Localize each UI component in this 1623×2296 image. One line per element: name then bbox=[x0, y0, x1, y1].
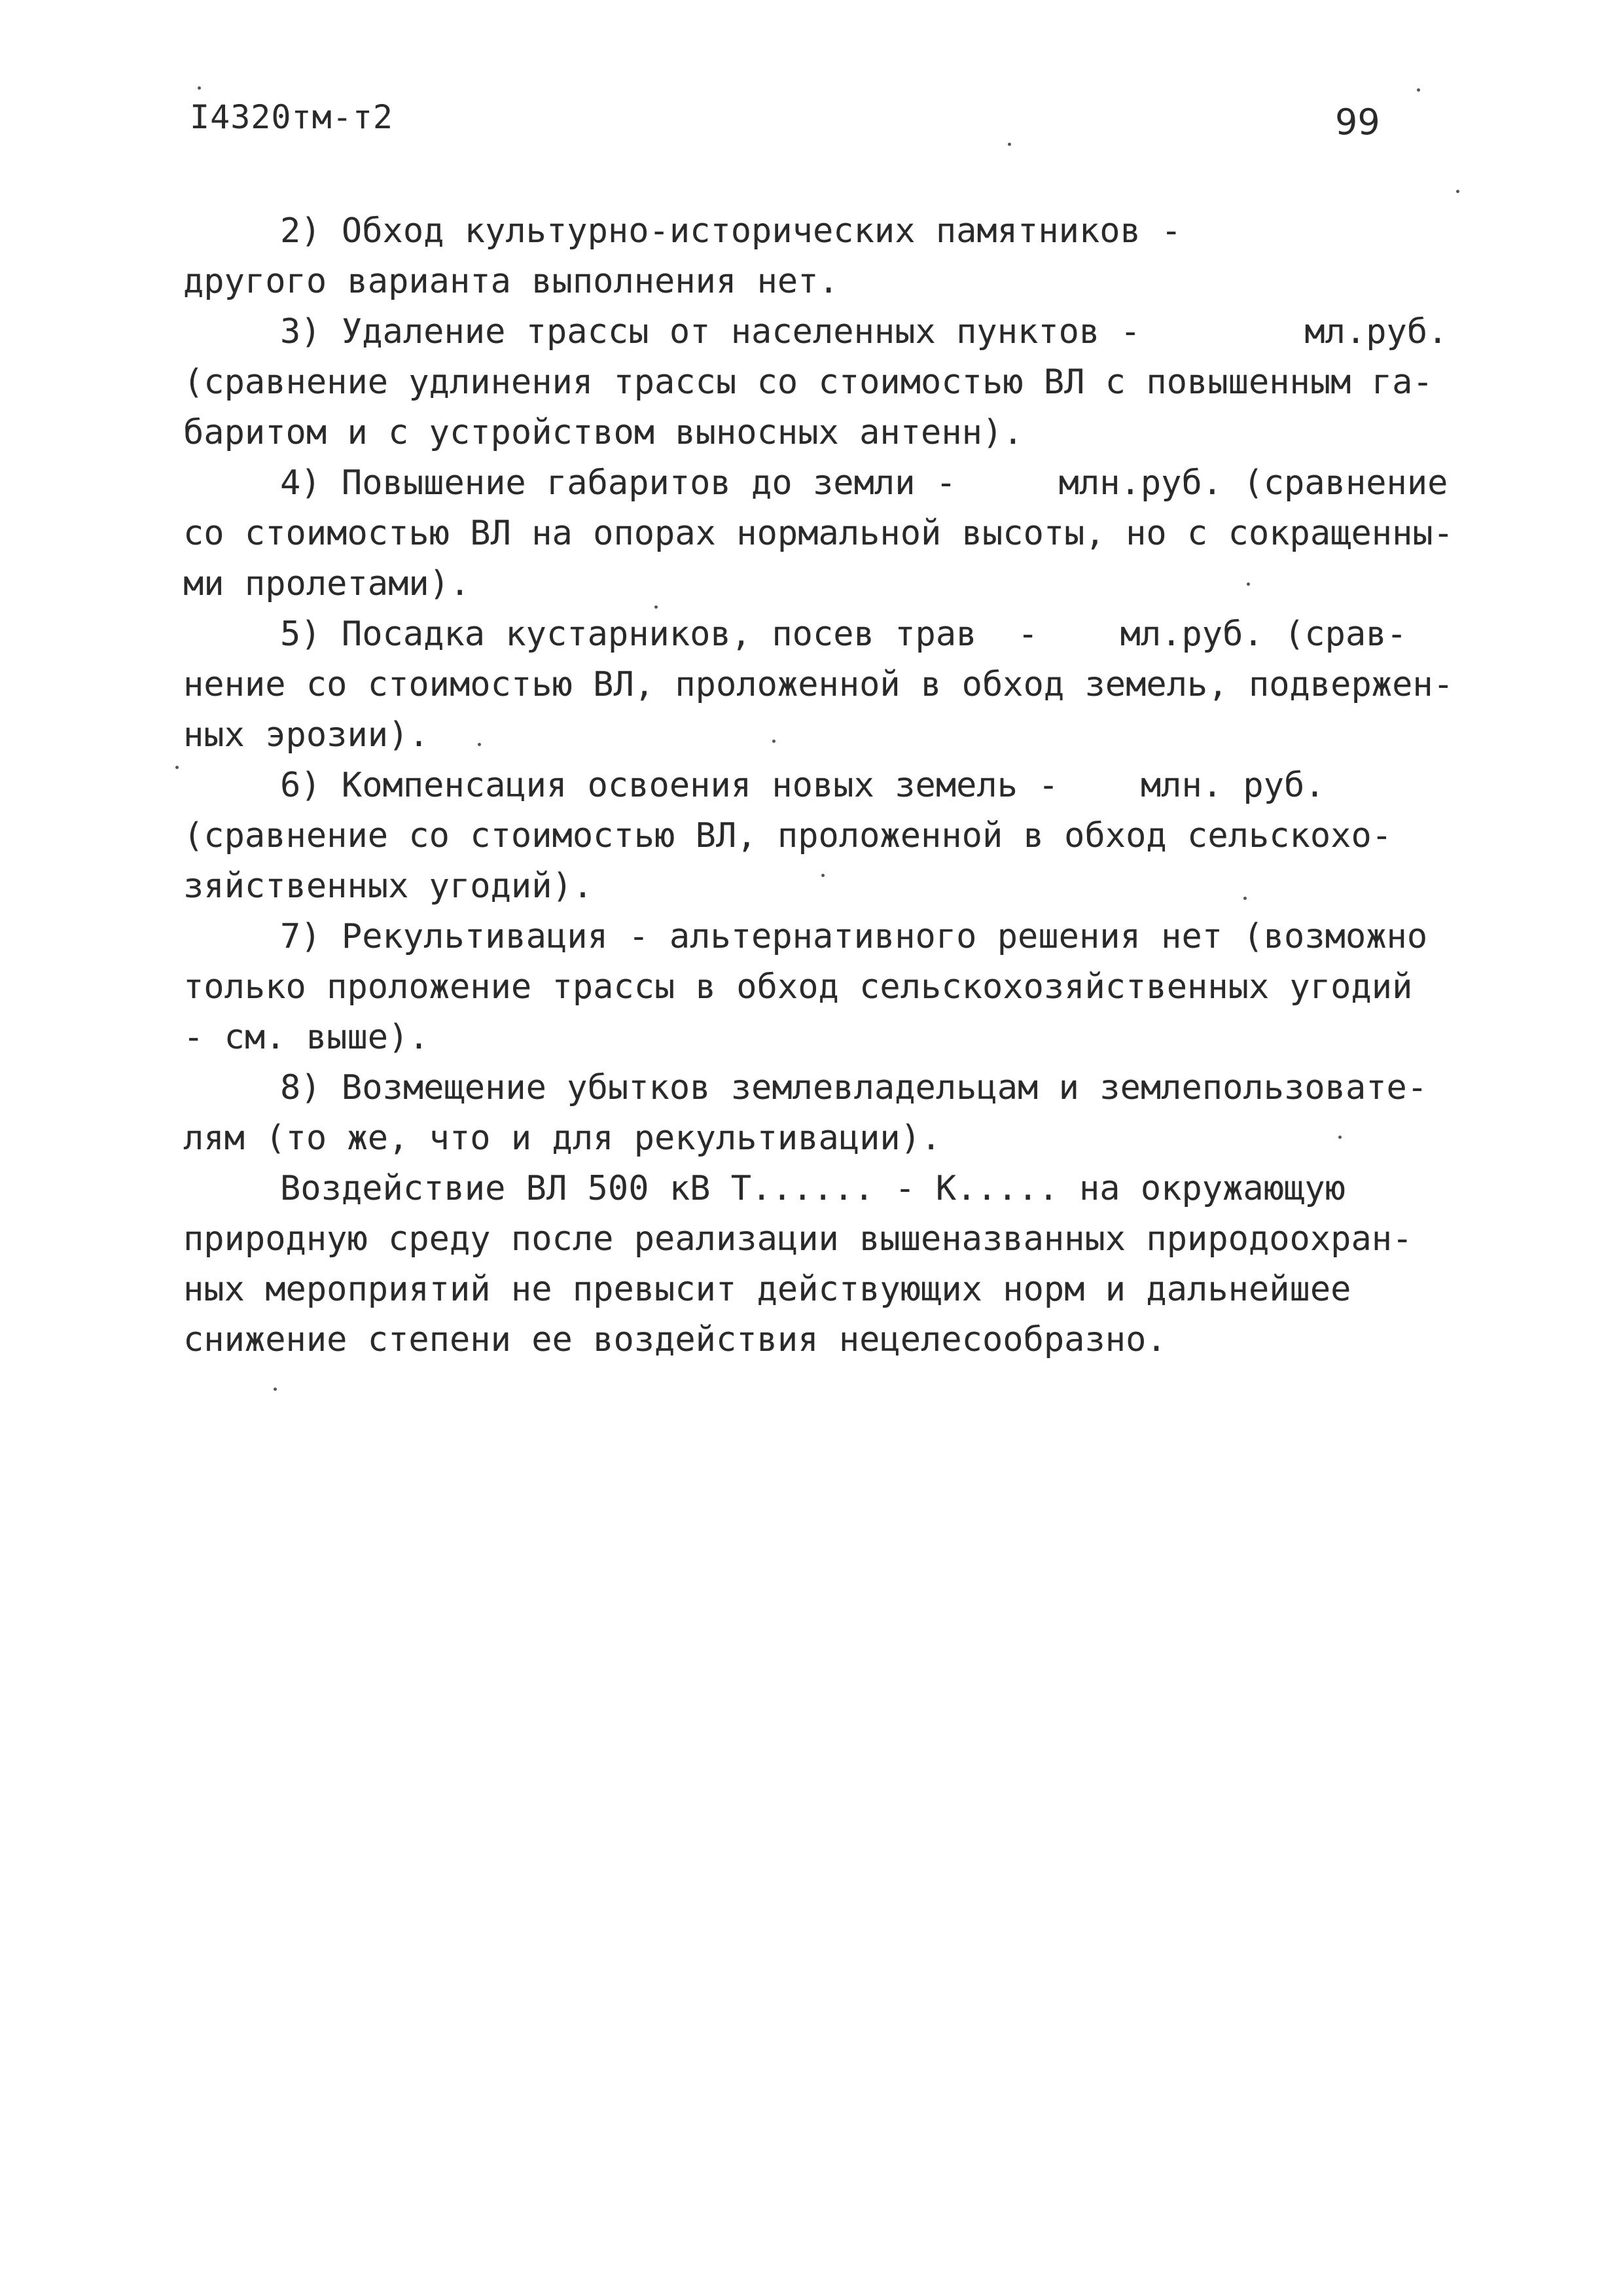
text-line: 8) Возмещение убытков землевладельцам и землепользовате- bbox=[280, 1068, 1428, 1107]
text-line: снижение степени ее воздействия нецелесообразно. bbox=[183, 1320, 1167, 1359]
text-line: ми пролетами). bbox=[183, 564, 471, 603]
text-line: 5) Посадка кустарников, посев трав - мл.руб. (срав- bbox=[280, 615, 1407, 654]
text-line: зяйственных угодий). bbox=[183, 867, 594, 906]
text-line: лям (то же, что и для рекультивации). bbox=[183, 1119, 942, 1158]
scan-speck bbox=[1338, 1136, 1342, 1139]
scan-speck bbox=[478, 743, 481, 746]
scan-speck bbox=[772, 740, 776, 743]
text-line: природную среду после реализации вышеназванных природоохран- bbox=[183, 1219, 1413, 1259]
scan-speck bbox=[1247, 583, 1250, 586]
page-number: 99 bbox=[1335, 101, 1380, 143]
text-line: 3) Удаление трассы от населенных пунктов - мл.руб. bbox=[280, 312, 1448, 351]
scan-speck bbox=[1008, 143, 1011, 146]
text-line: 7) Рекультивация - альтернативного решения нет (возможно bbox=[280, 917, 1428, 956]
text-line: (сравнение удлинения трассы со стоимостью ВЛ с повышенным га- bbox=[183, 363, 1433, 402]
text-line: 4) Повышение габаритов до земли - млн.руб. (сравнение bbox=[280, 463, 1448, 503]
scan-speck bbox=[198, 86, 201, 90]
scan-speck bbox=[654, 605, 658, 609]
scan-speck bbox=[1417, 88, 1420, 92]
scan-speck bbox=[821, 874, 825, 877]
text-line: баритом и с устройством выносных антенн). bbox=[183, 413, 1024, 452]
text-line: 6) Компенсация освоения новых земель - млн. руб. bbox=[280, 766, 1325, 805]
text-line: 2) Обход культурно-исторических памятников - bbox=[280, 211, 1182, 251]
scan-speck bbox=[175, 766, 179, 769]
text-line: Воздействие ВЛ 500 кВ Т...... - К..... на окружающую bbox=[280, 1169, 1346, 1208]
text-line: другого варианта выполнения нет. bbox=[183, 262, 839, 301]
text-line: ных мероприятий не превысит действующих норм и дальнейшее bbox=[183, 1270, 1351, 1309]
scan-speck bbox=[1456, 190, 1459, 193]
text-line: со стоимостью ВЛ на опорах нормальной высоты, но с сокращенны- bbox=[183, 514, 1454, 553]
scan-speck bbox=[274, 1388, 277, 1391]
text-line: - см. выше). bbox=[183, 1018, 429, 1057]
scan-speck bbox=[1243, 897, 1247, 900]
document-code: I4320тм-т2 bbox=[190, 98, 394, 136]
text-line: ных эрозии). bbox=[183, 715, 429, 755]
document-body bbox=[183, 206, 1466, 1365]
text-line: нение со стоимостью ВЛ, проложенной в обход земель, подвержен- bbox=[183, 665, 1454, 704]
text-line: только проложение трассы в обход сельскохозяйственных угодий bbox=[183, 967, 1413, 1007]
text-line: (сравнение со стоимостью ВЛ, проложенной в обход сельскохо- bbox=[183, 816, 1393, 855]
